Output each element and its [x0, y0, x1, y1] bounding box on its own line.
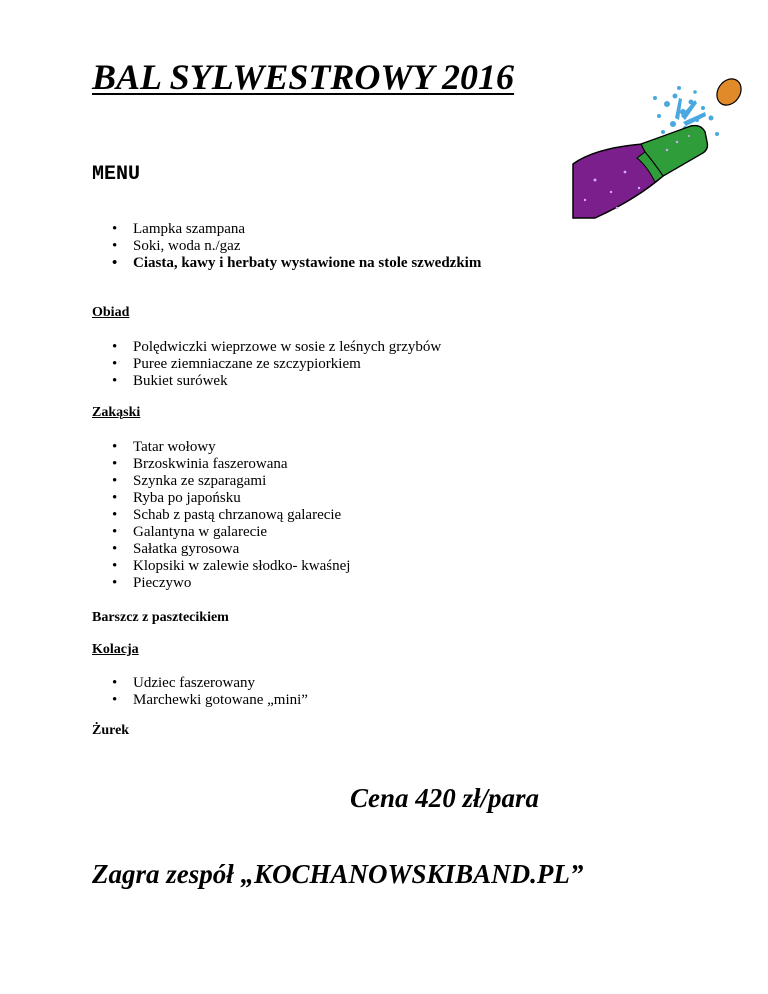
drinks-list [92, 221, 481, 272]
kolacja-list [92, 675, 308, 709]
list-item: • Szynka ze szparagami [92, 473, 350, 490]
list-item: • Puree ziemniaczane ze szczypiorkiem [92, 356, 441, 373]
list-item: • Pieczywo [92, 575, 350, 592]
list-item: • Udziec faszerowany [92, 675, 308, 692]
list-item: • Soki, woda n./gaz [92, 238, 481, 255]
menu-heading: MENU [92, 163, 141, 186]
list-item: • Marchewki gotowane „mini” [92, 692, 308, 709]
list-item: • Bukiet surówek [92, 373, 441, 390]
price-label: Cena 420 zł/para [350, 783, 540, 813]
champagne-bottle-icon [555, 68, 745, 223]
band-announcement: Zagra zespół „KOCHANOWSKIBAND.PL” [92, 859, 584, 889]
list-item: • Klopsiki w zalewie słodko- kwaśnej [92, 558, 350, 575]
cork [712, 74, 745, 110]
list-item: • Galantyna w galarecie [92, 524, 350, 541]
list-item: • Tatar wołowy [92, 439, 350, 456]
list-item: • Ciasta, kawy i herbaty wystawione na stole szwedzkim [92, 255, 481, 272]
section-heading-obiad: Obiad [92, 305, 130, 320]
list-item: • Schab z pastą chrzanową galarecie [92, 507, 350, 524]
zakaski-list [92, 439, 350, 592]
list-item: • Polędwiczki wieprzowe w sosie z leśnych grzybów [92, 339, 441, 356]
section-heading-kolacja: Kolacja [92, 642, 139, 657]
list-item: • Sałatka gyrosowa [92, 541, 350, 558]
obiad-list [92, 339, 441, 390]
section-barszcz: Barszcz z pasztecikiem [92, 610, 229, 625]
section-heading-zakaski: Zakąski [92, 405, 141, 420]
list-item: • Brzoskwinia faszerowana [92, 456, 350, 473]
section-zurek: Żurek [92, 723, 130, 738]
page-title: BAL SYLWESTROWY 2016 [92, 57, 515, 97]
list-item: • Ryba po japońsku [92, 490, 350, 507]
list-item: • Lampka szampana [92, 221, 481, 238]
